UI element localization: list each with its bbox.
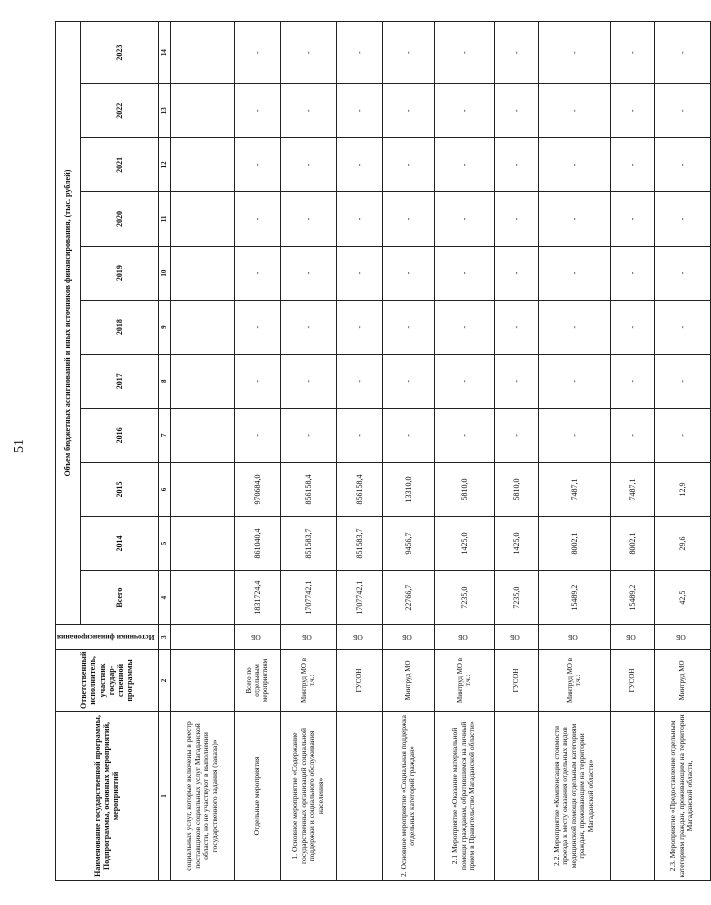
year-value-cell: - [234, 192, 280, 246]
header-source-label: Источники финансирования [57, 633, 155, 643]
header-year: 2014 [81, 516, 159, 570]
year-value-cell: 9456,7 [382, 516, 434, 570]
column-number: 11 [158, 192, 170, 246]
year-value-cell: - [234, 300, 280, 354]
source-label: ОБ [302, 633, 312, 643]
program-name-cell: социальных услуг, которые включены в реестр поставщиков социальных услуг Магаданской области, но не участвуют в выполнении государственного задания (заказа)» [170, 711, 234, 880]
year-value-cell: - [494, 300, 538, 354]
source-cell [494, 625, 538, 650]
table-row [336, 22, 382, 881]
total-value-cell: 22766,7 [382, 571, 434, 625]
header-row-group [56, 22, 81, 881]
program-name-cell: 1. Основное мероприятие «Содержание государственных организаций социальной поддержки и социального обслуживания населения» [280, 711, 336, 880]
year-value-cell: - [234, 22, 280, 84]
year-value-cell: - [654, 246, 710, 300]
year-value-cell: 5810,0 [434, 462, 494, 516]
year-value-cell: - [654, 192, 710, 246]
year-value-cell: - [610, 138, 654, 192]
column-number: 2 [158, 649, 170, 711]
year-value-cell: - [538, 246, 610, 300]
source-cell [382, 625, 434, 650]
column-number: 3 [158, 625, 170, 650]
source-cell [434, 625, 494, 650]
column-number: 8 [158, 354, 170, 408]
program-name-cell [494, 711, 538, 880]
table-row [654, 22, 710, 881]
source-label: ОБ [568, 633, 578, 643]
year-value-cell: - [382, 354, 434, 408]
year-value-cell: 851583,7 [280, 516, 336, 570]
column-number: 9 [158, 300, 170, 354]
year-value-cell: 13310,0 [382, 462, 434, 516]
year-value-cell: - [654, 84, 710, 138]
header-year: 2015 [81, 462, 159, 516]
table-row [434, 22, 494, 881]
year-value-cell: - [280, 22, 336, 84]
year-value-cell: - [494, 138, 538, 192]
year-value-cell: - [654, 138, 710, 192]
year-value-cell: - [610, 22, 654, 84]
year-value-cell: - [382, 192, 434, 246]
year-value-cell: - [494, 408, 538, 462]
year-value-cell: 7487,1 [610, 462, 654, 516]
year-value-cell: 861040,4 [234, 516, 280, 570]
header-year: 2022 [81, 84, 159, 138]
header-year: 2017 [81, 354, 159, 408]
program-name-cell: 2.2. Мероприятие «Компенсация стоимости проезда к месту оказания отдельных видов медицинской помощи отдельным категориям граждан, проживающим на территории Магаданской области» [538, 711, 610, 880]
year-value-cell: - [654, 354, 710, 408]
total-value-cell: 15489,2 [610, 571, 654, 625]
year-value-cell: - [336, 246, 382, 300]
year-value-cell: 8002,1 [610, 516, 654, 570]
year-value-cell: - [280, 354, 336, 408]
header-year: 2021 [81, 138, 159, 192]
year-value-cell: - [234, 408, 280, 462]
year-value-cell: - [434, 300, 494, 354]
source-label: ОБ [353, 633, 363, 643]
year-value-cell [170, 462, 234, 516]
column-number: 6 [158, 462, 170, 516]
year-value-cell: 856158,4 [280, 462, 336, 516]
header-year: 2018 [81, 300, 159, 354]
year-value-cell: 7487,1 [538, 462, 610, 516]
year-value-cell: - [610, 408, 654, 462]
header-year: 2023 [81, 22, 159, 84]
year-value-cell: - [336, 138, 382, 192]
column-number: 1 [158, 711, 170, 880]
executor-cell: Всего по отдельным мероприятиям [234, 649, 280, 711]
source-cell [654, 625, 710, 650]
executor-cell: Минтруд МО [382, 649, 434, 711]
year-value-cell [170, 138, 234, 192]
column-number-row [158, 22, 170, 881]
year-value-cell: - [610, 300, 654, 354]
year-value-cell: - [538, 408, 610, 462]
financing-table [55, 21, 711, 881]
year-value-cell: - [280, 138, 336, 192]
year-value-cell: - [434, 22, 494, 84]
year-value-cell: - [434, 354, 494, 408]
year-value-cell: - [538, 138, 610, 192]
year-value-cell: - [234, 354, 280, 408]
year-value-cell: - [234, 84, 280, 138]
year-value-cell [170, 246, 234, 300]
table-row [610, 22, 654, 881]
year-value-cell: - [382, 84, 434, 138]
year-value-cell: - [382, 246, 434, 300]
source-label: ОБ [626, 633, 636, 643]
year-value-cell: - [654, 300, 710, 354]
year-value-cell: - [382, 408, 434, 462]
executor-cell [170, 649, 234, 711]
table-row [382, 22, 434, 881]
program-name-cell: 2. Основное мероприятие «Социальная поддержка отдельных категорий граждан» [382, 711, 434, 880]
source-cell [538, 625, 610, 650]
year-value-cell: 851583,7 [336, 516, 382, 570]
header-program-name: Наименование государственной программы, Подпрограммы, основных мероприятий, мероприятий [56, 711, 159, 880]
year-value-cell: - [336, 84, 382, 138]
program-name-cell [610, 711, 654, 880]
year-value-cell: 5810,0 [494, 462, 538, 516]
source-label: ОБ [458, 633, 468, 643]
year-value-cell [170, 408, 234, 462]
table-row [538, 22, 610, 881]
column-number: 7 [158, 408, 170, 462]
year-value-cell: - [280, 192, 336, 246]
year-value-cell: 1425,0 [434, 516, 494, 570]
year-value-cell: 12,9 [654, 462, 710, 516]
year-value-cell: - [336, 22, 382, 84]
source-label: ОБ [510, 633, 520, 643]
year-value-cell: - [610, 354, 654, 408]
source-label: ОБ [676, 633, 686, 643]
year-value-cell: - [610, 192, 654, 246]
year-value-cell: - [336, 300, 382, 354]
page-number: 51 [12, 439, 27, 453]
total-value-cell: 7235,0 [434, 571, 494, 625]
executor-cell: ГУСОН [336, 649, 382, 711]
year-value-cell: 1425,0 [494, 516, 538, 570]
table-row [494, 22, 538, 881]
total-value-cell [170, 571, 234, 625]
executor-cell: Минтруд МО в т.ч.: [434, 649, 494, 711]
year-value-cell: - [336, 354, 382, 408]
header-source [56, 625, 159, 650]
executor-cell: Минтруд МО в т.ч.: [280, 649, 336, 711]
year-value-cell: - [610, 246, 654, 300]
year-value-cell: - [494, 22, 538, 84]
executor-cell: Минтруд МО в т.ч.: [538, 649, 610, 711]
year-value-cell: - [434, 408, 494, 462]
year-value-cell: - [494, 354, 538, 408]
year-value-cell: - [494, 246, 538, 300]
year-value-cell: - [538, 192, 610, 246]
year-value-cell: - [280, 408, 336, 462]
year-value-cell: 970684,0 [234, 462, 280, 516]
year-value-cell: - [280, 84, 336, 138]
year-value-cell [170, 516, 234, 570]
year-value-cell: - [382, 300, 434, 354]
total-value-cell: 1831724,4 [234, 571, 280, 625]
program-name-cell [336, 711, 382, 880]
year-value-cell: - [654, 408, 710, 462]
total-value-cell: 7235,0 [494, 571, 538, 625]
year-value-cell: - [336, 408, 382, 462]
program-name-cell: Отдельные мероприятия [234, 711, 280, 880]
year-value-cell [170, 22, 234, 84]
executor-cell: Минтруд МО [654, 649, 710, 711]
year-value-cell: - [494, 84, 538, 138]
total-value-cell: 1707742,1 [280, 571, 336, 625]
program-name-cell: 2.3. Мероприятие «Предоставление отдельным категориям граждан, проживающим на территории Магаданской области, [654, 711, 710, 880]
year-value-cell: - [382, 138, 434, 192]
source-label: ОБ [251, 633, 261, 643]
year-value-cell: - [538, 354, 610, 408]
year-value-cell: - [382, 22, 434, 84]
total-value-cell: 42,5 [654, 571, 710, 625]
column-number: 14 [158, 22, 170, 84]
year-value-cell: - [654, 22, 710, 84]
table-body [170, 22, 710, 881]
year-value-cell [170, 300, 234, 354]
year-value-cell: - [234, 138, 280, 192]
executor-cell: ГУСОН [610, 649, 654, 711]
source-cell [170, 625, 234, 650]
year-value-cell: - [538, 300, 610, 354]
year-value-cell: - [538, 22, 610, 84]
year-value-cell: - [494, 192, 538, 246]
year-value-cell [170, 354, 234, 408]
column-number: 4 [158, 571, 170, 625]
year-value-cell: - [434, 138, 494, 192]
year-value-cell: - [610, 84, 654, 138]
executor-cell: ГУСОН [494, 649, 538, 711]
column-number: 10 [158, 246, 170, 300]
year-value-cell: - [434, 246, 494, 300]
total-value-cell: 15489,2 [538, 571, 610, 625]
column-number: 13 [158, 84, 170, 138]
table-row [170, 22, 234, 881]
year-value-cell: 29,6 [654, 516, 710, 570]
header-executor: Ответственный исполнитель, участник государ-ственной программы [56, 649, 159, 711]
year-value-cell [170, 192, 234, 246]
header-year: 2019 [81, 246, 159, 300]
header-total: Всего [81, 571, 159, 625]
year-value-cell: - [234, 246, 280, 300]
year-value-cell [170, 84, 234, 138]
year-value-cell: 8002,1 [538, 516, 610, 570]
table-row [234, 22, 280, 881]
source-cell [234, 625, 280, 650]
total-value-cell: 1707742,1 [336, 571, 382, 625]
program-name-cell: 2.1 Мероприятие «Оказание материальной помощи гражданам, обратившимся на личный прием в Правительство Магаданской области» [434, 711, 494, 880]
source-cell [610, 625, 654, 650]
year-value-cell: - [434, 192, 494, 246]
table-row [280, 22, 336, 881]
column-number: 12 [158, 138, 170, 192]
year-value-cell: 856158,4 [336, 462, 382, 516]
year-value-cell: - [434, 84, 494, 138]
year-value-cell: - [538, 84, 610, 138]
header-financing-group: Объем бюджетных ассигнований и иных источников финансирования, (тыс. рублей) [56, 22, 81, 625]
year-value-cell: - [280, 246, 336, 300]
source-label: ОБ [402, 633, 412, 643]
column-number: 5 [158, 516, 170, 570]
rotated-table-container [55, 21, 695, 881]
header-year: 2016 [81, 408, 159, 462]
year-value-cell: - [280, 300, 336, 354]
header-year: 2020 [81, 192, 159, 246]
source-cell [336, 625, 382, 650]
source-cell [280, 625, 336, 650]
year-value-cell: - [336, 192, 382, 246]
